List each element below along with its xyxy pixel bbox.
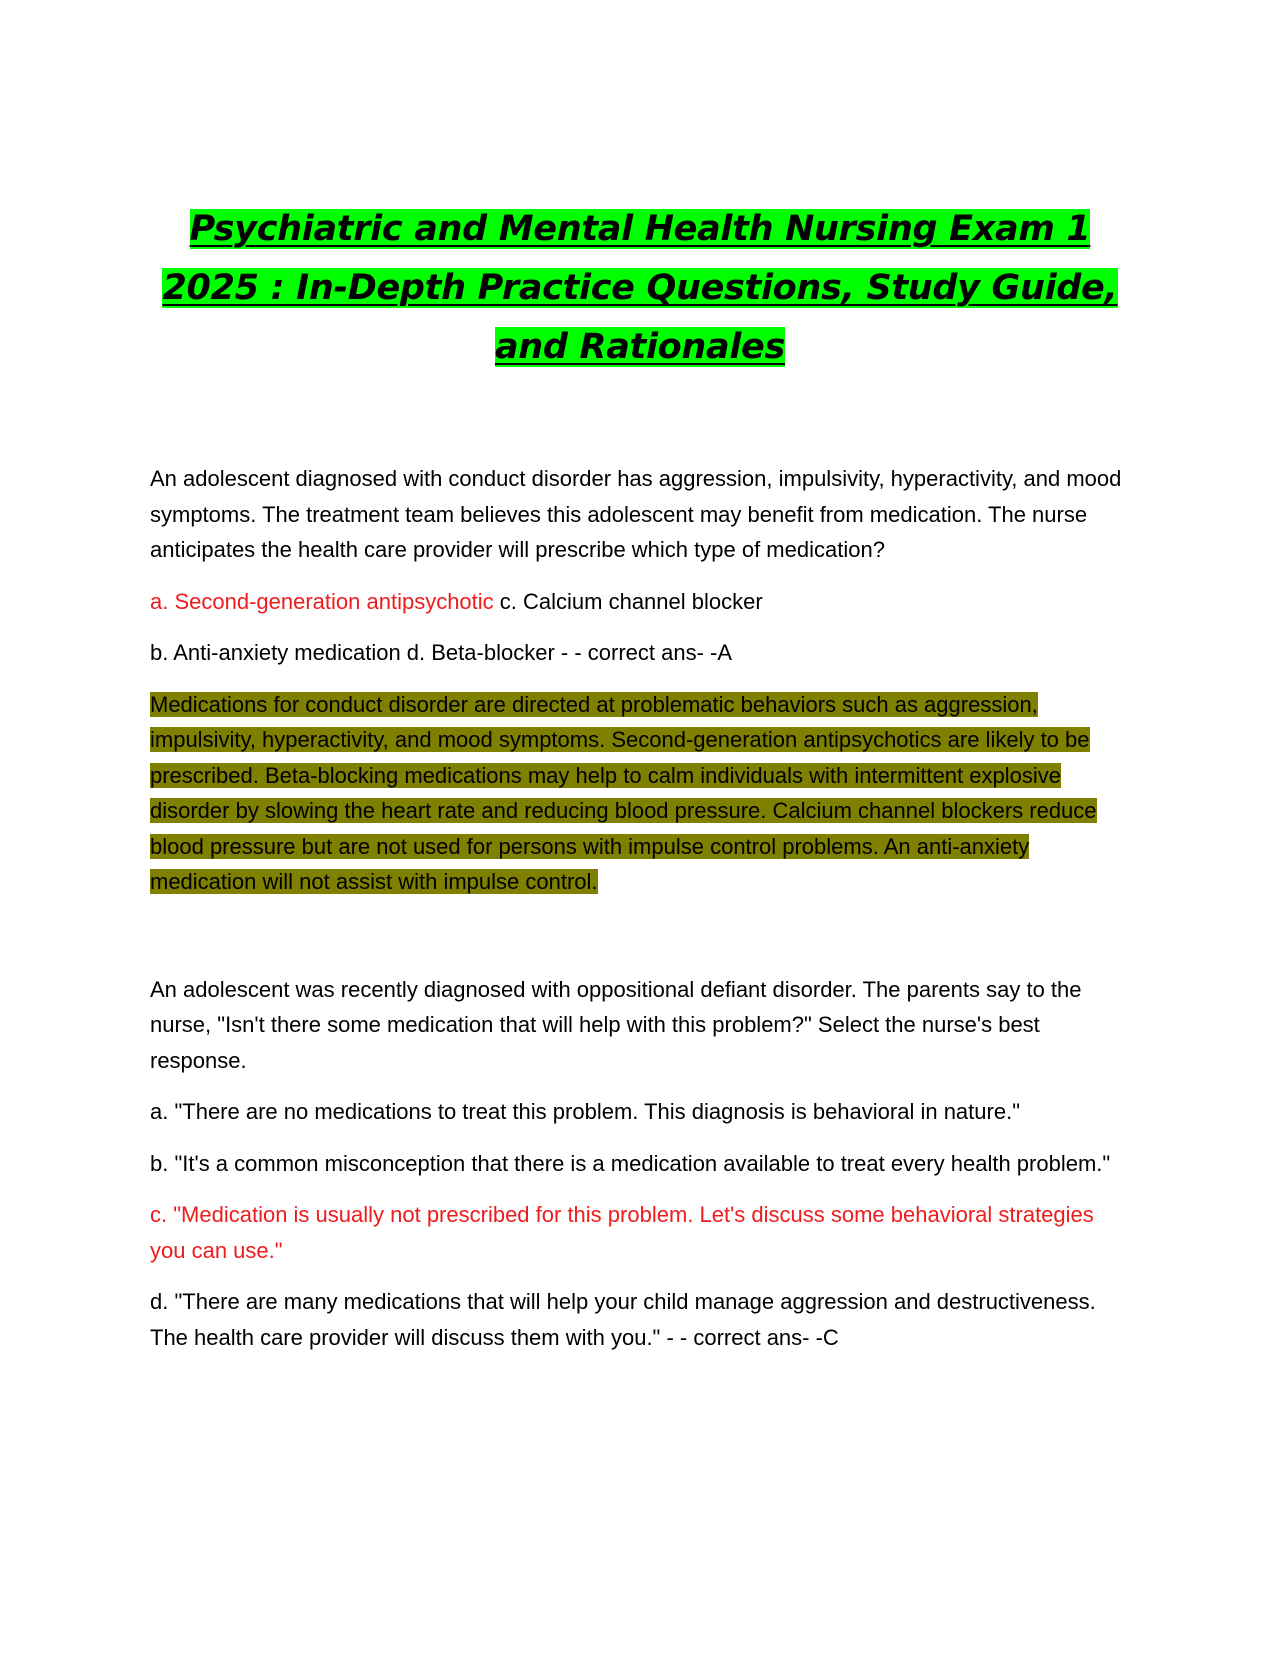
question-1-options-b-d: b. Anti-anxiety medication d. Beta-blocker - - correct ans- -A — [150, 640, 733, 665]
question-2-option-c-correct: c. "Medication is usually not prescribed for this problem. Let's discuss some behavioral strategies you can use." — [150, 1202, 1094, 1263]
question-1-rationale-text: Medications for conduct disorder are directed at problematic behaviors such as aggression, impulsivity, hyperactivity, and mood symptoms. Second-generation antipsychotics are likely to be prescribed. Beta-blocking medications may help to calm individuals with intermittent explosive disorder by slowing the heart rate and reducing blood pressure. Calcium channel blockers reduce blood pressure but are not used for persons with impulse control problems. An anti-anxiety medication will not assist with impulse control. — [150, 691, 1097, 894]
question-2-stem: An adolescent was recently diagnosed with oppositional defiant disorder. The parents say to the nurse, "Isn't there some medication that will help with this problem?" Select the nurse's best response. — [150, 976, 1082, 1073]
question-1-option-a-correct: a. Second-generation antipsychotic — [150, 588, 494, 614]
question-1-options-a-c — [150, 584, 1130, 620]
question-2-option-a: a. "There are no medications to treat this problem. This diagnosis is behavioral in nature." — [150, 1099, 1020, 1124]
question-2-option-d: d. "There are many medications that will help your child manage aggression and destructiveness. The health care provider will discuss them with you." - - correct ans- -C — [150, 1289, 1096, 1350]
question-2-option-b: b. "It's a common misconception that there is a medication available to treat every health problem." — [150, 1150, 1111, 1176]
document-page — [150, 200, 1130, 1371]
question-1-option-c: c. Calcium channel blocker — [493, 588, 763, 614]
question-1 — [150, 461, 1130, 900]
question-1-rationale — [150, 687, 1130, 900]
document-title-text: Psychiatric and Mental Health Nursing Exam 1 2025 : In-Depth Practice Questions, Study Guide, and Rationales — [162, 209, 1118, 367]
document-title — [150, 200, 1130, 377]
question-2 — [150, 972, 1130, 1356]
question-1-stem: An adolescent diagnosed with conduct disorder has aggression, impulsivity, hyperactivity, and mood symptoms. The treatment team believes this adolescent may benefit from medication. The nurse anticipates the health care provider will prescribe which type of medication? — [150, 466, 1122, 562]
